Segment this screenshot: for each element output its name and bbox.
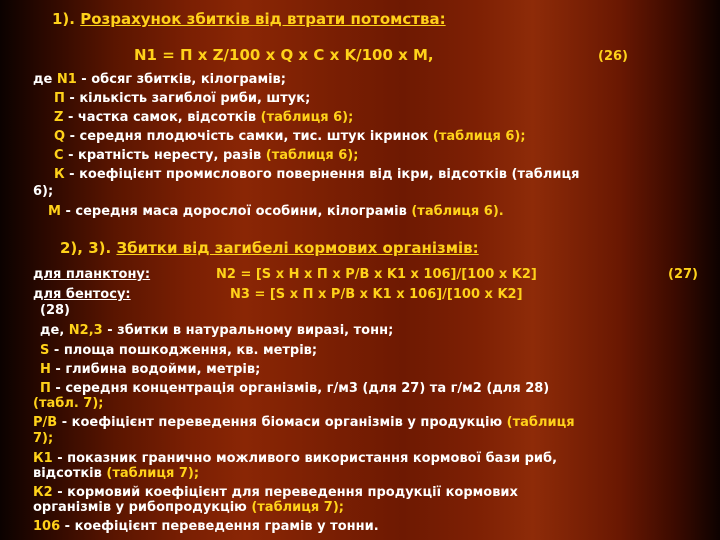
def-symbol: К1	[33, 451, 53, 466]
formula-28: N3 = [S х П х Р/В х K1 х 106]/[100 х K2]	[230, 287, 523, 302]
def-c	[54, 148, 358, 164]
def-s	[40, 343, 317, 359]
def-symbol: Р/В	[33, 415, 58, 430]
formula-27-number: (27)	[668, 267, 698, 282]
def-text: - частка самок, відсотків	[63, 110, 261, 125]
plankton-label: для планктону:	[33, 267, 151, 282]
def-p2-ref: (табл. 7);	[33, 396, 104, 411]
def-symbol: N2,3	[68, 323, 103, 338]
def-text: - коефіцієнт промислового повернення від ікри, відсотків (таблиця	[64, 167, 580, 182]
def-text: - збитки в натуральному виразі, тонн;	[102, 323, 394, 338]
def-p2	[40, 381, 549, 397]
def-k-cont: 6);	[33, 184, 54, 199]
section2-title: Збитки від загибелі кормових організмів:	[116, 239, 479, 257]
def-z	[54, 110, 353, 126]
section1-number: 1).	[52, 10, 81, 28]
def-ref: (таблиця 7);	[106, 466, 200, 481]
def-n23	[40, 323, 393, 339]
def-text: організмів у рибопродукцію	[33, 500, 252, 515]
formula-27: N2 = [S х H х П х Р/В х K1 х 106]/[100 х K2]	[216, 267, 537, 282]
section2-number: 2), 3).	[60, 239, 117, 257]
def-symbol: Q	[54, 129, 66, 144]
def-106	[33, 519, 379, 535]
def-text: - кормовий коефіцієнт для переведення продукції кормових	[52, 485, 518, 500]
benthos-label: для бентосу:	[33, 287, 131, 302]
def-k	[54, 167, 579, 183]
def-text: - глибина водойми, метрів;	[50, 362, 261, 377]
def-k1	[33, 451, 557, 467]
def-ref: (таблиця 6);	[260, 110, 354, 125]
def-p	[54, 91, 310, 107]
def-k2	[33, 485, 518, 501]
def-symbol: S	[40, 343, 50, 358]
def-text: - середня концентрація організмів, г/м3 (для 27) та г/м2 (для 28)	[50, 381, 550, 396]
section1-title: Розрахунок збитків від втрати потомства:	[80, 10, 446, 28]
def-symbol: К2	[33, 485, 53, 500]
def-symbol: Z	[54, 110, 64, 125]
def-k1-cont	[33, 466, 199, 482]
def-symbol: М	[48, 204, 61, 219]
def-h	[40, 362, 260, 378]
def-ref: (таблиця 7);	[251, 500, 344, 515]
formula-26: N1 = П х Z/100 х Q х C х K/100 х M,	[134, 46, 434, 64]
def-n1	[33, 72, 286, 88]
de-prefix: де,	[40, 323, 69, 338]
formula-28-number: (28)	[40, 303, 70, 318]
def-text: - кратність нересту, разів	[63, 148, 266, 163]
formula-26-number: (26)	[598, 49, 628, 64]
def-text: - середня маса дорослої особини, кілограмів	[60, 204, 412, 219]
de-prefix: де	[33, 72, 57, 87]
def-m	[48, 204, 504, 220]
def-text: відсотків	[33, 466, 107, 481]
def-symbol: 106	[33, 519, 61, 534]
def-pb	[33, 415, 575, 431]
def-ref: (таблиця 6);	[265, 148, 359, 163]
def-text: - показник гранично можливого використання кормової бази риб,	[52, 451, 558, 466]
def-ref: (таблиця	[506, 415, 575, 430]
def-text: - кількість загиблої риби, штук;	[64, 91, 311, 106]
def-text: - коефіцієнт переведення грамів у тонни.	[60, 519, 379, 534]
section2-heading	[60, 238, 479, 258]
def-symbol: К	[54, 167, 65, 182]
def-ref: (таблиця 6).	[411, 204, 504, 219]
def-ref: (таблиця 6);	[432, 129, 526, 144]
def-symbol: H	[40, 362, 51, 377]
def-q	[54, 129, 526, 145]
def-text: - середня плодючість самки, тис. штук ікринок	[65, 129, 433, 144]
def-text: - обсяг збитків, кілограмів;	[76, 72, 286, 87]
def-pb-ref-cont: 7);	[33, 431, 54, 446]
section1-heading	[52, 9, 446, 29]
def-symbol: П	[40, 381, 51, 396]
def-text: - площа пошкодження, кв. метрів;	[49, 343, 318, 358]
def-text: - коефіцієнт переведення біомаси організмів у продукцію	[57, 415, 507, 430]
def-symbol: П	[54, 91, 65, 106]
def-symbol: C	[54, 148, 64, 163]
def-symbol: N1	[56, 72, 77, 87]
def-k2-cont	[33, 500, 344, 516]
